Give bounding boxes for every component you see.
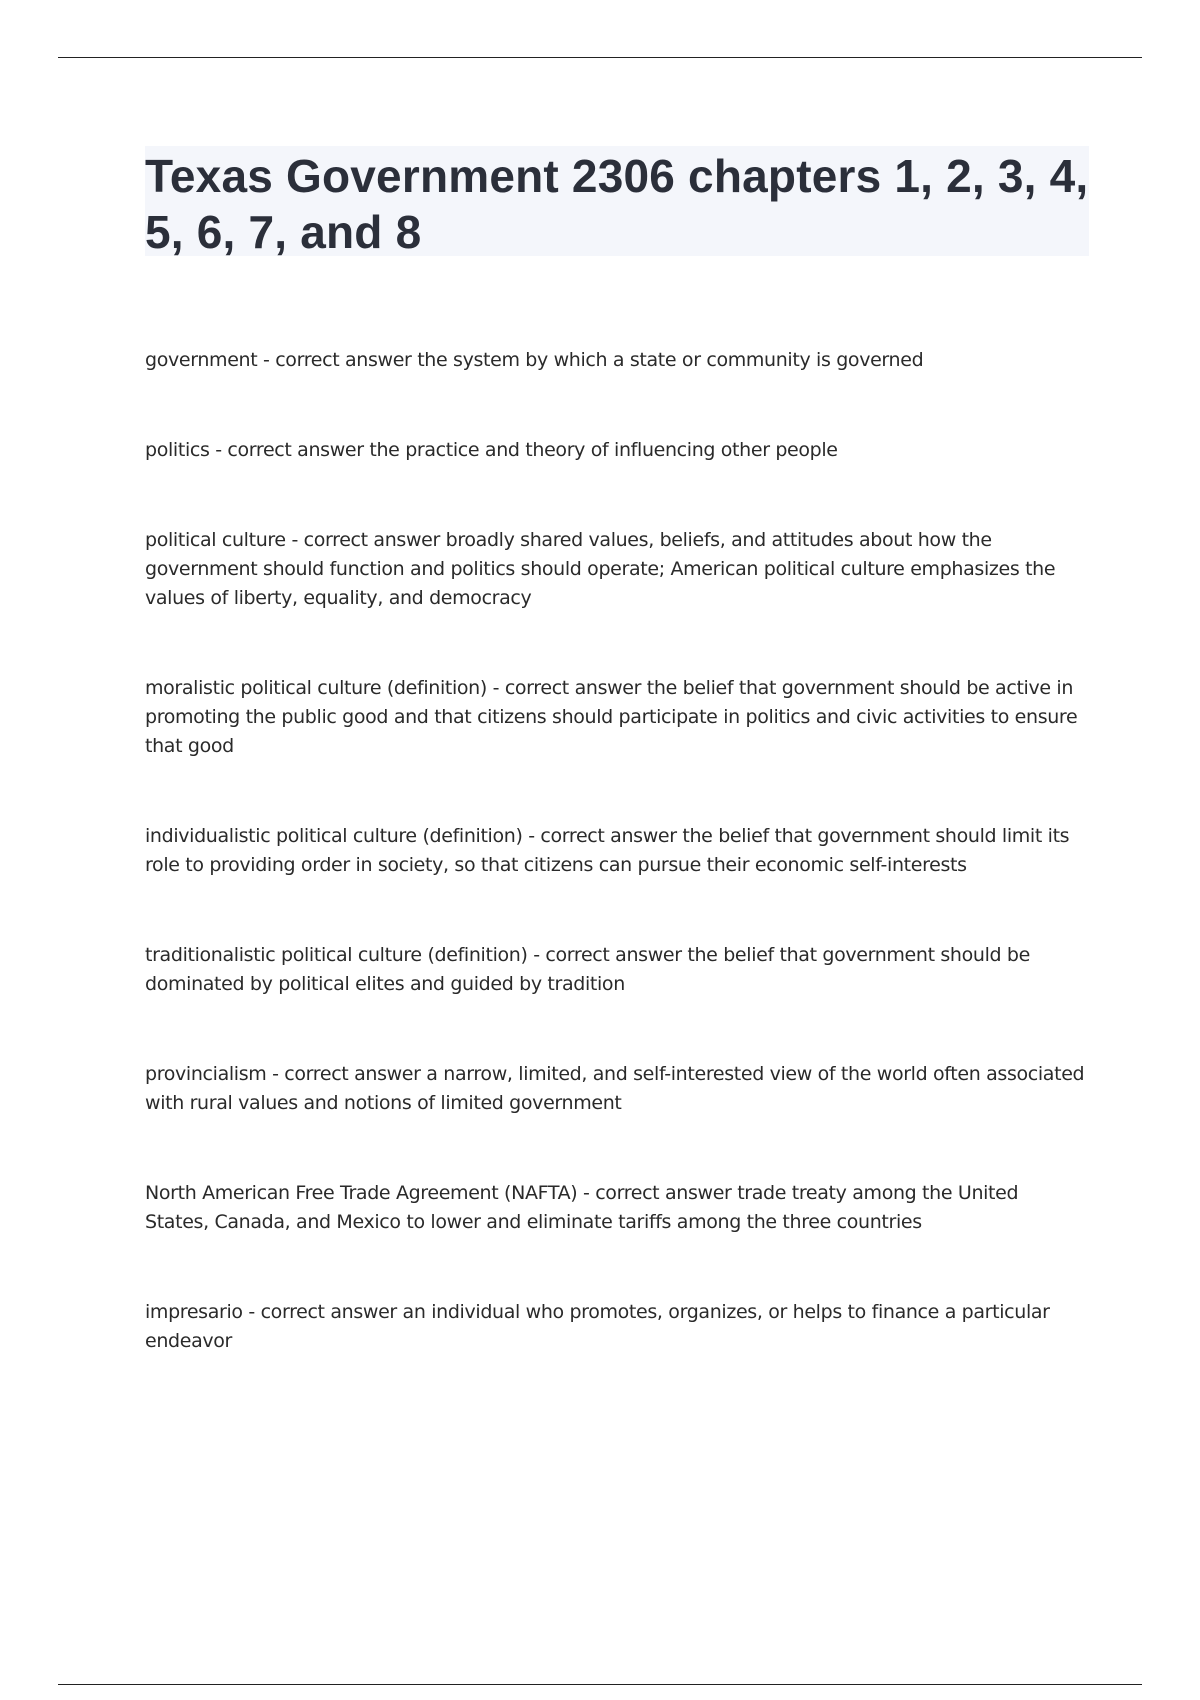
flashcard-entry-impresario: impresario - correct answer an individual who promotes, organizes, or helps to finance a particular endeavor: [145, 1301, 1050, 1352]
bottom-divider: [58, 1684, 1142, 1685]
flashcard-entry-politics: politics - correct answer the practice and theory of influencing other people: [145, 439, 838, 461]
flashcard-entry-nafta: North American Free Trade Agreement (NAFTA) - correct answer trade treaty among the United States, Canada, and Mexico to lower and eliminate tariffs among the three countries: [145, 1182, 1019, 1233]
top-divider: [58, 57, 1142, 58]
page-title: Texas Government 2306 chapters 1, 2, 3, 4, 5, 6, 7, and 8: [145, 150, 1089, 258]
flashcard-entry-individualistic-political-culture: individualistic political culture (definition) - correct answer the belief that government should limit its role to providing order in society, so that citizens can pursue their economic self-interests: [145, 825, 1070, 876]
flashcard-entry-political-culture: political culture - correct answer broadly shared values, beliefs, and attitudes about how the government should function and politics should operate; American political culture emphasizes the values of liberty, equality, and democracy: [145, 529, 1056, 609]
flashcard-list: [145, 346, 1085, 1417]
flashcard-entry-provincialism: provincialism - correct answer a narrow, limited, and self-interested view of the world often associated with rural values and notions of limited government: [145, 1063, 1085, 1114]
flashcard-entry-traditionalistic-political-culture: traditionalistic political culture (definition) - correct answer the belief that government should be dominated by political elites and guided by tradition: [145, 944, 1030, 995]
flashcard-entry-government: government - correct answer the system by which a state or community is governed: [145, 349, 924, 371]
flashcard-entry-moralistic-political-culture: moralistic political culture (definition) - correct answer the belief that government should be active in promoting the public good and that citizens should participate in politics and civic activities to ensure that good: [145, 677, 1078, 757]
title-block: [145, 146, 1089, 256]
